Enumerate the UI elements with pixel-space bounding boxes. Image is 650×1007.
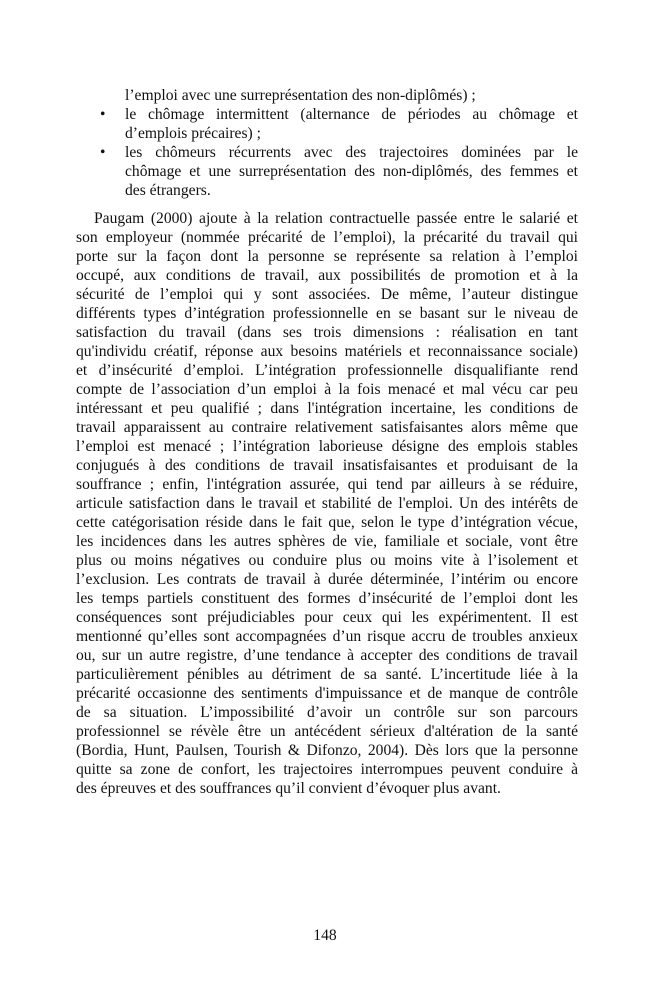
- paragraph-line: mentionné qu’elles sont accompagnées d’un risque accru de troubles anxieux: [76, 628, 578, 645]
- paragraph-line: l’emploi est menacé ; l’intégration laborieuse désigne des emplois stables: [76, 438, 578, 455]
- paragraph-line: précarité occasionne des sentiments d'impuissance et de manque de contrôle: [76, 685, 578, 702]
- paragraph-line: satisfaction du travail (dans ses trois dimensions : réalisation en tant: [76, 324, 578, 341]
- list-item-line: des étrangers.: [125, 182, 211, 199]
- paragraph-line: plus ou moins négatives ou conduire plus ou moins vite à l’isolement et: [76, 552, 578, 569]
- paragraph-line: son employeur (nommée précarité de l’emploi), la précarité du travail qui: [76, 229, 578, 246]
- paragraph-line: conjugués à des conditions de travail insatisfaisantes et produisant de la: [76, 457, 578, 474]
- bullet-icon: •: [100, 144, 106, 161]
- paragraph-line: et d’insécurité d’emploi. L’intégration professionnelle disqualifiante rend: [76, 362, 578, 379]
- paragraph-line: porte sur la façon dont la personne se représente sa relation à l’emploi: [76, 248, 578, 265]
- paragraph-line: souffrance ; enfin, l'intégration assurée, qui tend par ailleurs à se réduire,: [76, 476, 578, 493]
- paragraph-line: travail apparaissent au contraire relativement satisfaisantes alors même que: [76, 419, 578, 436]
- paragraph-line: sécurité de l’emploi qui y sont associées. De même, l’auteur distingue: [76, 286, 578, 303]
- paragraph-line: (Bordia, Hunt, Paulsen, Tourish & Difonzo, 2004). Dès lors que la personne: [76, 742, 578, 759]
- bullet-icon: •: [100, 106, 106, 123]
- paragraph-line: ou, sur un autre registre, d’une tendance à accepter des conditions de travail: [76, 647, 578, 664]
- paragraph-line: articule satisfaction dans le travail et stabilité de l'emploi. Un des intérêts de: [76, 495, 578, 512]
- list-item-line: les chômeurs récurrents avec des trajectoires dominées par le: [125, 144, 578, 161]
- list-item-line: d’emplois précaires) ;: [125, 125, 261, 142]
- paragraph-line: les temps partiels constituent des formes d’insécurité de l’emploi dont les: [76, 590, 578, 607]
- paragraph-line: des épreuves et des souffrances qu’il convient d’évoquer plus avant.: [76, 780, 501, 797]
- paragraph-line: particulièrement pénibles au détriment de sa santé. L’incertitude liée à la: [76, 666, 578, 683]
- paragraph-line: qu'individu créatif, réponse aux besoins matériels et reconnaissance sociale): [76, 343, 578, 360]
- paragraph-line: professionnel se révèle être un antécédent sérieux d'altération de la santé: [76, 723, 578, 740]
- list-item-continuation: l’emploi avec une surreprésentation des non-diplômés) ;: [125, 87, 476, 104]
- paragraph-line: occupé, aux conditions de travail, aux possibilités de promotion et à la: [76, 267, 578, 284]
- paragraph-line: conséquences sont préjudiciables pour ceux qui les expérimentent. Il est: [76, 609, 578, 626]
- paragraph-line: Paugam (2000) ajoute à la relation contractuelle passée entre le salarié et: [94, 210, 578, 227]
- list-item-line: le chômage intermittent (alternance de périodes au chômage et: [125, 106, 578, 123]
- list-item-line: chômage et une surreprésentation des non-diplômés, des femmes et: [125, 163, 578, 180]
- paragraph-line: cette catégorisation réside dans le fait que, selon le type d’intégration vécue,: [76, 514, 578, 531]
- paragraph-line: de sa situation. L’impossibilité d’avoir un contrôle sur son parcours: [76, 704, 578, 721]
- paragraph-line: quitte sa zone de confort, les trajectoires interrompues peuvent conduire à: [76, 761, 578, 778]
- paragraph-line: compte de l’association d’un emploi à la fois menacé et mal vécu car peu: [76, 381, 578, 398]
- paragraph-line: les incidences dans les autres sphères de vie, familiale et sociale, vont être: [76, 533, 578, 550]
- page-number: 148: [313, 927, 337, 944]
- paragraph-line: intéressant et peu qualifié ; dans l'intégration incertaine, les conditions de: [76, 400, 578, 417]
- paragraph-line: différents types d’intégration professionnelle en se basant sur le niveau de: [76, 305, 578, 322]
- paragraph-line: l’exclusion. Les contrats de travail à durée déterminée, l’intérim ou encore: [76, 571, 578, 588]
